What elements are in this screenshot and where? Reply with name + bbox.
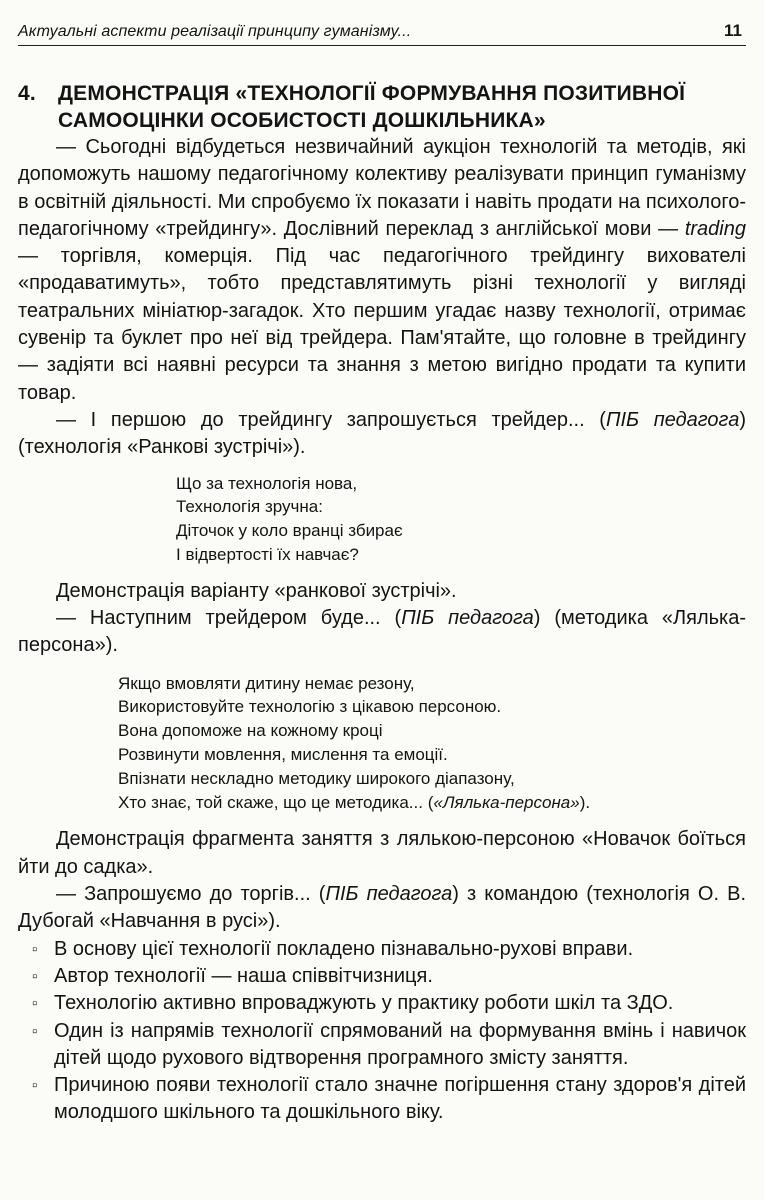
checkbox-bullet-icon: ▫ <box>32 1022 38 1040</box>
section-title: ДЕМОНСТРАЦІЯ «ТЕХНОЛОГІЇ ФОРМУВАННЯ ПОЗИТИВНОЇ САМООЦІНКИ ОСОБИСТОСТІ ДОШКІЛЬНИКА» <box>58 82 686 132</box>
trader-3-paragraph <box>18 881 746 936</box>
trader-1-placeholder: ПІБ педагога <box>605 408 740 431</box>
page-number: 11 <box>724 21 742 40</box>
verse-last-before: Хто знає, той скаже, що це методика... ( <box>118 792 434 812</box>
running-title: Актуальні аспекти реалізації принципу гуманізму... <box>18 23 412 40</box>
verse-last-line <box>118 791 746 815</box>
trader-1-paragraph <box>18 407 746 462</box>
list-item-text: Один із напрямів технології спрямований на формування вмінь і навичок дітей щодо рухового відтворення програмного змісту заняття. <box>54 1019 746 1069</box>
section-number: 4. <box>18 82 36 105</box>
verse-doll-persona <box>18 672 746 815</box>
verse-line: Використовуйте технологію з цікавою персоною. <box>118 697 502 717</box>
body-text <box>18 134 746 1127</box>
running-header <box>18 18 746 46</box>
verse-line: Технологія зручна: <box>176 497 323 517</box>
verse-morning-meeting <box>18 472 746 567</box>
trader-3-text-before: — Запрошуємо до торгів... ( <box>56 883 326 906</box>
trader-2-placeholder: ПІБ педагога <box>401 607 534 630</box>
list-item-text: Автор технології — наша співвітчизниця. <box>54 964 433 987</box>
verse-line: Вона допоможе на кожному кроці <box>118 721 383 741</box>
checkbox-bullet-icon: ▫ <box>32 967 38 985</box>
checkbox-bullet-icon: ▫ <box>32 995 38 1013</box>
trader-3-text-after: ) з командою (технологія О. В. Дубогай «Навчання в русі»). <box>18 883 747 933</box>
checkbox-bullet-icon: ▫ <box>32 940 38 958</box>
list-item <box>18 1018 746 1073</box>
trader-2-text-before: — Наступним трейдером буде... ( <box>56 607 402 630</box>
intro-text-1: — Сьогодні відбудеться незвичайний аукціон технологій та методів, які допоможуть нашому педагогічному колективу реалізувати принцип гуманізму в освітній діяльності. Ми спробуємо їх показати і навіть продати на психолого-педагогічному «трейдингу». Дослівний переклад з англійської мови — <box>18 136 746 240</box>
list-item-text: Технологію активно впроваджують у практику роботи шкіл та ЗДО. <box>54 992 674 1015</box>
intro-paragraph <box>18 134 746 407</box>
list-item <box>18 990 746 1017</box>
list-item <box>18 936 746 963</box>
list-item <box>18 963 746 990</box>
demo-1-paragraph: Демонстрація варіанту «ранкової зустрічі». <box>56 579 457 602</box>
trader-2-paragraph <box>18 605 746 660</box>
trader-2-text-after: ) (методика «Лялька-персона»). <box>18 607 747 657</box>
section-heading <box>18 80 746 134</box>
verse-answer: «Лялька-персона» <box>433 792 580 812</box>
trader-1-text-after: ) (технологія «Ранкові зустрічі»). <box>18 408 746 459</box>
list-item-text: Причиною появи технології стало значне погіршення стану здоров'я дітей молодшого шкільного та дошкільного віку. <box>54 1074 746 1124</box>
verse-line: Якщо вмовляти дитину немає резону, <box>118 673 415 693</box>
trader-1-text-before: — І першою до трейдингу запрошується трейдер... ( <box>56 408 606 431</box>
verse-line: Що за технологія нова, <box>176 473 358 493</box>
trader-3-placeholder: ПІБ педагога <box>325 883 453 906</box>
list-item-text: В основу цієї технології покладено пізнавально-рухові вправи. <box>54 937 634 960</box>
checkbox-bullet-icon: ▫ <box>32 1077 38 1095</box>
verse-line: Розвинути мовлення, мислення та емоції. <box>118 745 448 765</box>
verse-line: Діточок у коло вранці збирає <box>176 521 403 541</box>
demo-2-paragraph: Демонстрація фрагмента заняття з лялькою-персоною «Новачок боїться йти до садка». <box>18 828 746 878</box>
list-item <box>18 1072 746 1127</box>
technology-clues-list <box>18 936 746 1127</box>
verse-last-after: ). <box>579 792 591 812</box>
verse-line: Впізнати нескладно методику широкого діапазону, <box>118 768 515 788</box>
intro-text-2: — торгівля, комерція. Під час педагогічного трейдингу вихователі «продаватимуть», тобто представлятимуть різні технології у вигляді театральних мініатюр-загадок. Хто першим угадає назву технології, отримає сувенір та буклет про неї від трейдера. Пам'ятайте, що головне в трейдингу — задіяти всі наявні ресурси та знання з метою вигідно продати та купити товар. <box>18 245 746 404</box>
book-page <box>18 18 746 1127</box>
intro-term: trading <box>684 217 746 240</box>
verse-line: І відвертості їх навчає? <box>176 544 359 564</box>
